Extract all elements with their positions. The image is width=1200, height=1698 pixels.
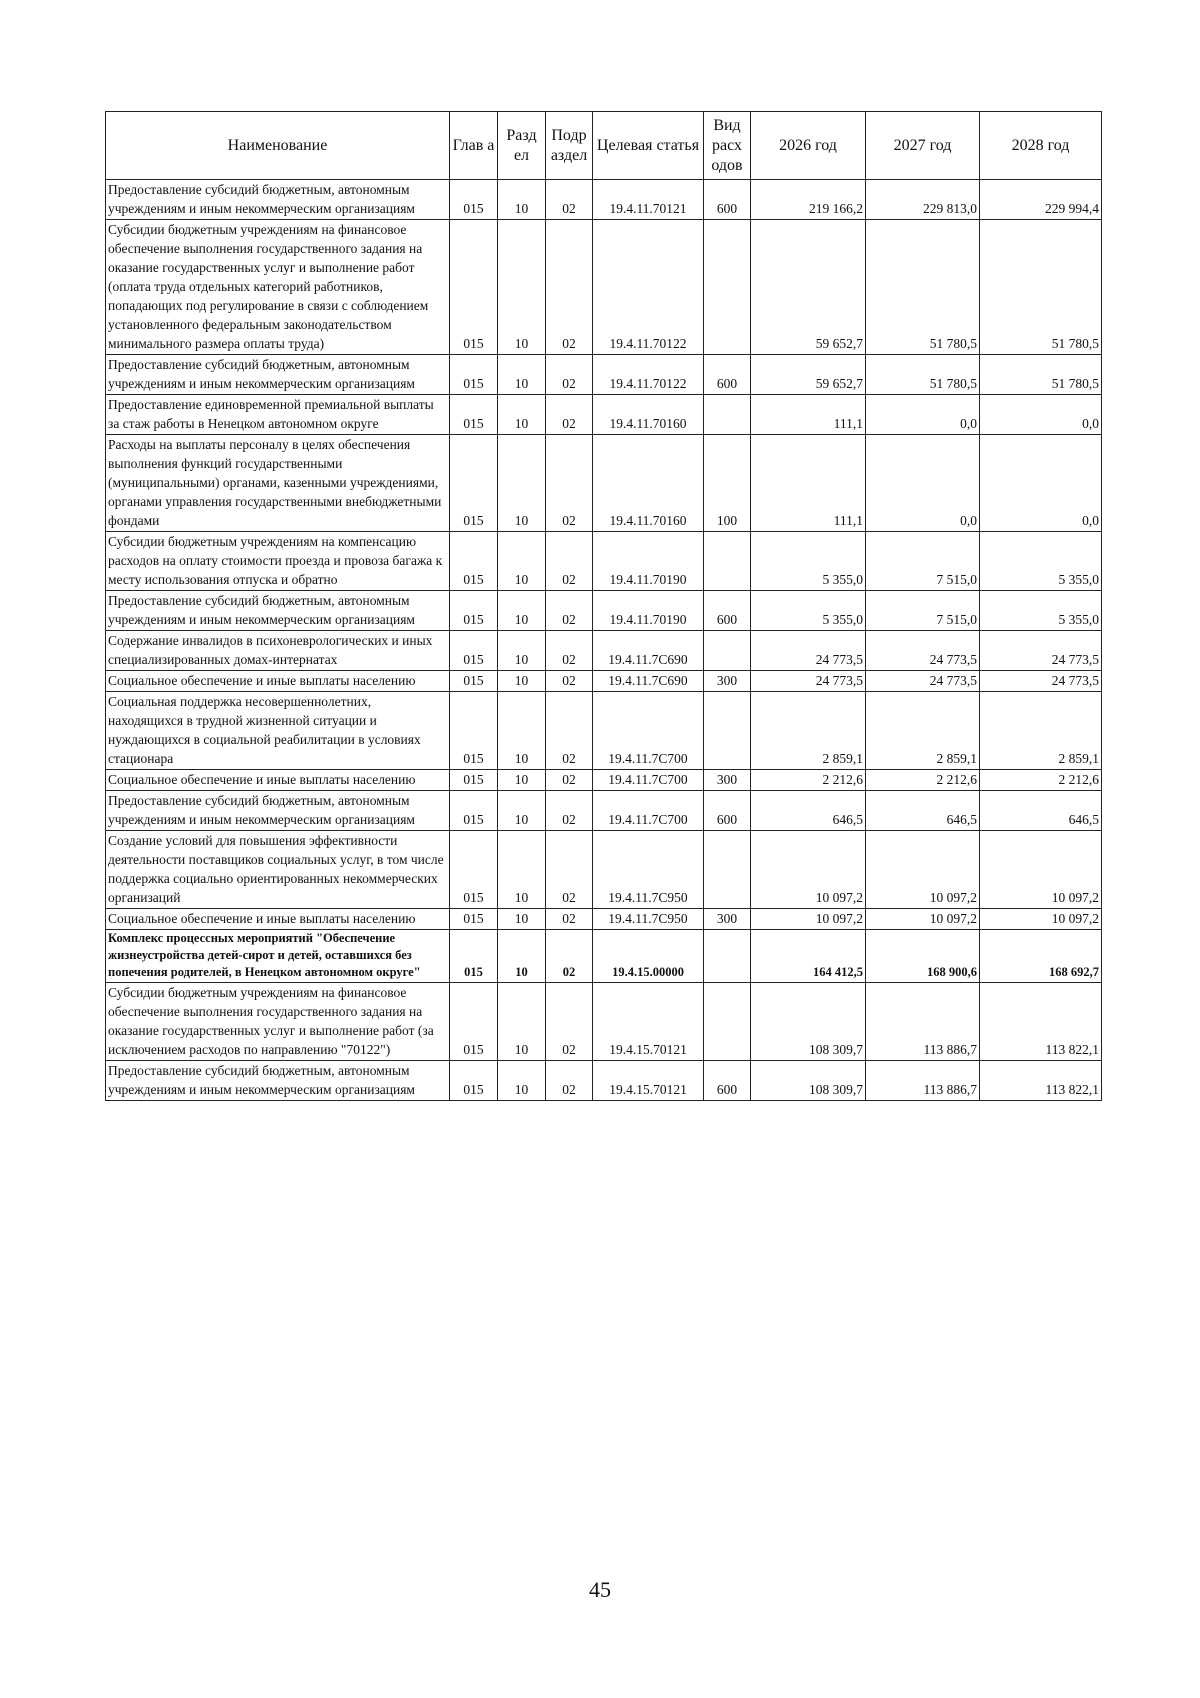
row-value-2028: 24 773,5 [980, 631, 1102, 671]
row-value-2026: 646,5 [751, 791, 866, 831]
row-value-2026: 111,1 [751, 395, 866, 435]
row-podrazdel: 02 [546, 180, 593, 220]
header-podrazdel: Подр аздел [546, 112, 593, 180]
row-name: Предоставление субсидий бюджетным, автономным учреждениям и иным некоммерческим организациям [106, 355, 450, 395]
table-row [106, 770, 1102, 791]
row-value-2027: 7 515,0 [866, 591, 980, 631]
row-name: Создание условий для повышения эффективности деятельности поставщиков социальных услуг, в том числе поддержка социально ориентированных некоммерческих организаций [106, 831, 450, 909]
row-target-article: 19.4.11.70121 [593, 180, 704, 220]
table-row [106, 692, 1102, 770]
row-value-2026: 24 773,5 [751, 671, 866, 692]
row-glava: 015 [450, 532, 498, 591]
row-podrazdel: 02 [546, 930, 593, 983]
row-razdel: 10 [498, 671, 546, 692]
row-value-2028: 2 859,1 [980, 692, 1102, 770]
row-expense-type [704, 983, 751, 1061]
row-target-article: 19.4.11.70122 [593, 355, 704, 395]
row-expense-type [704, 631, 751, 671]
row-value-2028: 24 773,5 [980, 671, 1102, 692]
row-value-2028: 51 780,5 [980, 220, 1102, 355]
row-razdel: 10 [498, 591, 546, 631]
row-glava: 015 [450, 930, 498, 983]
row-value-2026: 108 309,7 [751, 983, 866, 1061]
row-podrazdel: 02 [546, 770, 593, 791]
row-name: Предоставление единовременной премиальной выплаты за стаж работы в Ненецком автономном округе [106, 395, 450, 435]
row-target-article: 19.4.11.7С700 [593, 791, 704, 831]
row-podrazdel: 02 [546, 435, 593, 532]
row-podrazdel: 02 [546, 220, 593, 355]
row-expense-type: 600 [704, 355, 751, 395]
row-target-article: 19.4.11.7С700 [593, 770, 704, 791]
row-value-2026: 2 212,6 [751, 770, 866, 791]
row-razdel: 10 [498, 180, 546, 220]
table-row [106, 395, 1102, 435]
row-value-2027: 51 780,5 [866, 220, 980, 355]
row-target-article: 19.4.11.7С950 [593, 909, 704, 930]
row-value-2026: 108 309,7 [751, 1061, 866, 1101]
header-target-article: Целевая статья [593, 112, 704, 180]
row-expense-type: 600 [704, 591, 751, 631]
row-name: Расходы на выплаты персоналу в целях обеспечения выполнения функций государственными (муниципальными) органами, казенными учреждениями, органами управления государственными внебюджетными фондами [106, 435, 450, 532]
row-value-2027: 113 886,7 [866, 983, 980, 1061]
row-podrazdel: 02 [546, 1061, 593, 1101]
header-2028: 2028 год [980, 112, 1102, 180]
row-glava: 015 [450, 435, 498, 532]
row-target-article: 19.4.11.70190 [593, 591, 704, 631]
row-value-2027: 229 813,0 [866, 180, 980, 220]
row-expense-type: 100 [704, 435, 751, 532]
row-glava: 015 [450, 692, 498, 770]
row-value-2027: 646,5 [866, 791, 980, 831]
row-value-2026: 59 652,7 [751, 355, 866, 395]
row-glava: 015 [450, 770, 498, 791]
row-podrazdel: 02 [546, 355, 593, 395]
row-name: Социальное обеспечение и иные выплаты населению [106, 770, 450, 791]
row-glava: 015 [450, 1061, 498, 1101]
table-row [106, 983, 1102, 1061]
row-target-article: 19.4.11.70160 [593, 395, 704, 435]
row-target-article: 19.4.11.7С690 [593, 631, 704, 671]
row-value-2027: 2 212,6 [866, 770, 980, 791]
row-podrazdel: 02 [546, 831, 593, 909]
row-target-article: 19.4.11.70160 [593, 435, 704, 532]
row-podrazdel: 02 [546, 591, 593, 631]
table-header-row [106, 112, 1102, 180]
table-row [106, 930, 1102, 983]
row-glava: 015 [450, 831, 498, 909]
table-row [106, 909, 1102, 930]
row-value-2028: 5 355,0 [980, 532, 1102, 591]
row-value-2027: 2 859,1 [866, 692, 980, 770]
row-podrazdel: 02 [546, 631, 593, 671]
row-value-2027: 0,0 [866, 395, 980, 435]
page-number: 45 [589, 1577, 611, 1602]
row-razdel: 10 [498, 1061, 546, 1101]
row-glava: 015 [450, 220, 498, 355]
row-name: Субсидии бюджетным учреждениям на финансовое обеспечение выполнения государственного задания на оказание государственных услуг и выполнение работ (оплата труда отдельных категорий работников, попадающих под регулирование в связи с соблюдением установленного федеральным законодательством минимального размера оплаты труда) [106, 220, 450, 355]
table-row [106, 831, 1102, 909]
table-body [106, 180, 1102, 1101]
header-razdel: Разд ел [498, 112, 546, 180]
row-glava: 015 [450, 909, 498, 930]
row-glava: 015 [450, 671, 498, 692]
row-glava: 015 [450, 591, 498, 631]
row-target-article: 19.4.15.00000 [593, 930, 704, 983]
row-glava: 015 [450, 180, 498, 220]
row-target-article: 19.4.11.7С690 [593, 671, 704, 692]
row-expense-type [704, 692, 751, 770]
row-value-2028: 5 355,0 [980, 591, 1102, 631]
row-value-2028: 229 994,4 [980, 180, 1102, 220]
header-2026: 2026 год [751, 112, 866, 180]
row-value-2026: 5 355,0 [751, 591, 866, 631]
table-row [106, 532, 1102, 591]
row-glava: 015 [450, 395, 498, 435]
row-value-2027: 24 773,5 [866, 671, 980, 692]
row-target-article: 19.4.11.70190 [593, 532, 704, 591]
row-razdel: 10 [498, 831, 546, 909]
table-row [106, 591, 1102, 631]
row-value-2027: 24 773,5 [866, 631, 980, 671]
row-value-2027: 113 886,7 [866, 1061, 980, 1101]
row-expense-type: 300 [704, 671, 751, 692]
row-razdel: 10 [498, 395, 546, 435]
row-target-article: 19.4.11.7С700 [593, 692, 704, 770]
row-glava: 015 [450, 631, 498, 671]
row-target-article: 19.4.11.7С950 [593, 831, 704, 909]
row-expense-type: 600 [704, 1061, 751, 1101]
row-target-article: 19.4.11.70122 [593, 220, 704, 355]
row-razdel: 10 [498, 791, 546, 831]
row-podrazdel: 02 [546, 395, 593, 435]
row-value-2026: 219 166,2 [751, 180, 866, 220]
row-expense-type [704, 532, 751, 591]
row-name: Субсидии бюджетным учреждениям на компенсацию расходов на оплату стоимости проезда и провоза багажа к месту использования отпуска и обратно [106, 532, 450, 591]
row-value-2028: 2 212,6 [980, 770, 1102, 791]
row-podrazdel: 02 [546, 532, 593, 591]
row-name: Предоставление субсидий бюджетным, автономным учреждениям и иным некоммерческим организациям [106, 591, 450, 631]
row-glava: 015 [450, 355, 498, 395]
row-razdel: 10 [498, 909, 546, 930]
row-razdel: 10 [498, 435, 546, 532]
row-razdel: 10 [498, 220, 546, 355]
row-name: Предоставление субсидий бюджетным, автономным учреждениям и иным некоммерческим организациям [106, 1061, 450, 1101]
row-name: Содержание инвалидов в психоневрологических и иных специализированных домах-интернатах [106, 631, 450, 671]
row-value-2028: 113 822,1 [980, 983, 1102, 1061]
row-podrazdel: 02 [546, 983, 593, 1061]
row-expense-type [704, 395, 751, 435]
row-value-2028: 0,0 [980, 435, 1102, 532]
row-podrazdel: 02 [546, 909, 593, 930]
row-value-2028: 113 822,1 [980, 1061, 1102, 1101]
header-name: Наименование [106, 112, 450, 180]
header-expense-type: Вид расх одов [704, 112, 751, 180]
row-glava: 015 [450, 791, 498, 831]
table-row [106, 1061, 1102, 1101]
row-value-2027: 51 780,5 [866, 355, 980, 395]
row-name: Предоставление субсидий бюджетным, автономным учреждениям и иным некоммерческим организациям [106, 791, 450, 831]
row-value-2026: 59 652,7 [751, 220, 866, 355]
row-value-2028: 51 780,5 [980, 355, 1102, 395]
row-value-2026: 10 097,2 [751, 831, 866, 909]
row-name: Комплекс процессных мероприятий "Обеспечение жизнеустройства детей-сирот и детей, оставшихся без попечения родителей, в Ненецком автономном округе" [106, 930, 450, 983]
row-podrazdel: 02 [546, 692, 593, 770]
row-podrazdel: 02 [546, 791, 593, 831]
table-row [106, 355, 1102, 395]
row-expense-type: 600 [704, 180, 751, 220]
row-name: Предоставление субсидий бюджетным, автономным учреждениям и иным некоммерческим организациям [106, 180, 450, 220]
row-expense-type [704, 831, 751, 909]
row-value-2026: 5 355,0 [751, 532, 866, 591]
row-value-2027: 10 097,2 [866, 831, 980, 909]
row-razdel: 10 [498, 355, 546, 395]
row-value-2026: 164 412,5 [751, 930, 866, 983]
table-row [106, 220, 1102, 355]
row-value-2028: 10 097,2 [980, 909, 1102, 930]
row-value-2026: 111,1 [751, 435, 866, 532]
row-value-2027: 10 097,2 [866, 909, 980, 930]
row-expense-type [704, 930, 751, 983]
row-razdel: 10 [498, 930, 546, 983]
row-name: Социальное обеспечение и иные выплаты населению [106, 671, 450, 692]
row-value-2026: 2 859,1 [751, 692, 866, 770]
table-row [106, 180, 1102, 220]
row-expense-type [704, 220, 751, 355]
row-expense-type: 600 [704, 791, 751, 831]
row-value-2028: 10 097,2 [980, 831, 1102, 909]
row-value-2027: 168 900,6 [866, 930, 980, 983]
row-name: Субсидии бюджетным учреждениям на финансовое обеспечение выполнения государственного задания на оказание государственных услуг и выполнение работ (за исключением расходов по направлению "70122") [106, 983, 450, 1061]
table-row [106, 631, 1102, 671]
row-glava: 015 [450, 983, 498, 1061]
table-row [106, 435, 1102, 532]
row-razdel: 10 [498, 770, 546, 791]
row-value-2027: 7 515,0 [866, 532, 980, 591]
header-2027: 2027 год [866, 112, 980, 180]
row-target-article: 19.4.15.70121 [593, 1061, 704, 1101]
row-value-2026: 10 097,2 [751, 909, 866, 930]
row-razdel: 10 [498, 692, 546, 770]
row-name: Социальная поддержка несовершеннолетних, находящихся в трудной жизненной ситуации и нуждающихся в социальной реабилитации в условиях стационара [106, 692, 450, 770]
row-expense-type: 300 [704, 770, 751, 791]
row-razdel: 10 [498, 532, 546, 591]
row-target-article: 19.4.15.70121 [593, 983, 704, 1061]
row-razdel: 10 [498, 631, 546, 671]
row-value-2028: 168 692,7 [980, 930, 1102, 983]
header-glava: Глав а [450, 112, 498, 180]
row-podrazdel: 02 [546, 671, 593, 692]
table-row [106, 671, 1102, 692]
table-row [106, 791, 1102, 831]
row-razdel: 10 [498, 983, 546, 1061]
row-name: Социальное обеспечение и иные выплаты населению [106, 909, 450, 930]
row-value-2026: 24 773,5 [751, 631, 866, 671]
row-expense-type: 300 [704, 909, 751, 930]
row-value-2028: 0,0 [980, 395, 1102, 435]
row-value-2027: 0,0 [866, 435, 980, 532]
row-value-2028: 646,5 [980, 791, 1102, 831]
budget-table [105, 111, 1102, 1101]
